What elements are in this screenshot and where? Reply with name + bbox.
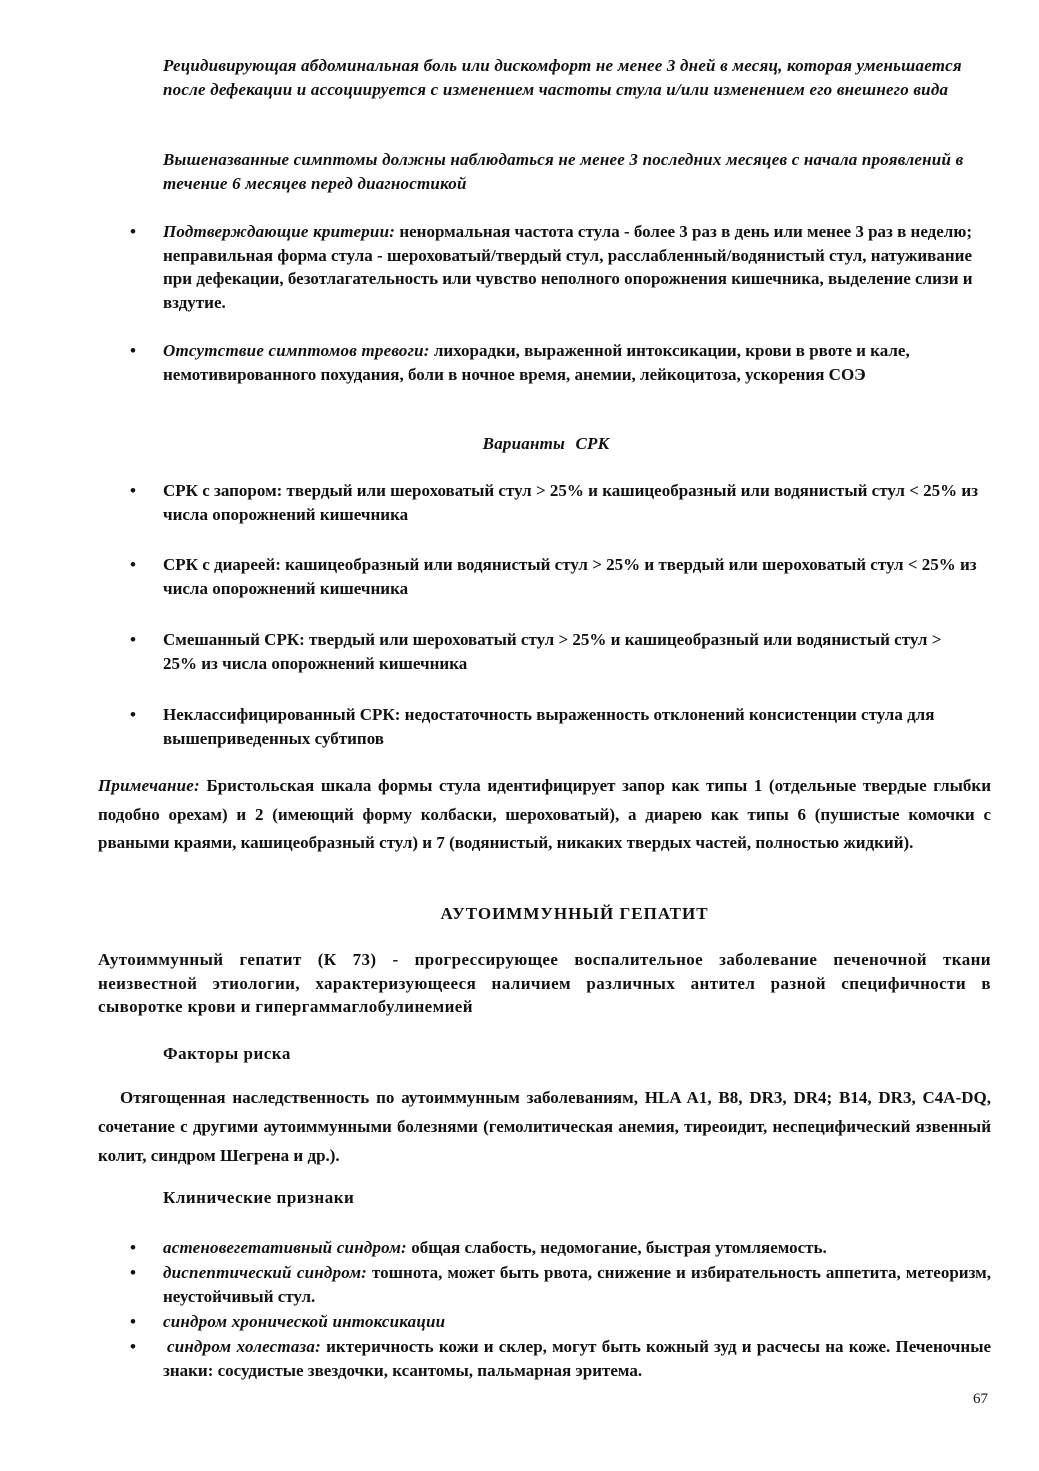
criteria-paragraph-2: Вышеназванные симптомы должны наблюдаться не менее 3 последних месяцев с начала проявлений в течение 6 месяцев перед диагностикой — [163, 150, 964, 193]
bullet-dot: • — [130, 555, 136, 574]
list-item-confirming-criteria — [163, 220, 991, 314]
clinical-item-lead: диспептический синдром: — [163, 1263, 368, 1282]
page-number: 67 — [973, 1391, 988, 1407]
list-item-lead: Отсутствие симптомов тревоги: — [163, 341, 430, 360]
list-item-lead: Подтверждающие критерии: — [163, 222, 396, 241]
bullet-dot: • — [130, 222, 136, 241]
list-item-no-alarm-symptoms — [163, 339, 991, 386]
section-heading: АУТОИММУННЫЙ ГЕПАТИТ — [440, 904, 709, 923]
clinical-item-text: тошнота, может быть рвота, снижение и избирательность аппетита, метеоризм, неустойчивый стул. — [163, 1263, 991, 1306]
variant-unclassified: Неклассифицированный СРК: недостаточность выраженность отклонений консистенции стула для вышеприведенных субтипов — [163, 705, 935, 748]
list-item-text: ненормальная частота стула - более 3 раз в день или менее 3 раз в неделю; неправильная форма стула - шероховатый/твердый стул, расслабленный/водянистый стул, натуживание при дефекации, безотлагательность или чувство неполного опорожнения кишечника, выделение слизи и вздутие. — [163, 222, 973, 312]
bullet-dot: • — [130, 1337, 136, 1356]
bullet-dot: • — [130, 705, 136, 724]
clinical-item-cholestasis — [163, 1335, 991, 1382]
bullet-dot: • — [130, 481, 136, 500]
variant-constipation: СРК с запором: твердый или шероховатый стул > 25% и кашицеобразный или водянистый стул < 25% из числа опорожнений кишечника — [163, 481, 979, 524]
clinical-item-dyspeptic — [163, 1261, 991, 1308]
variant-diarrhea: СРК с диареей: кашицеобразный или водянистый стул > 25% и твердый или шероховатый стул < 25% из числа опорожнений кишечника — [163, 555, 977, 598]
note-paragraph — [98, 772, 991, 858]
bullet-dot: • — [130, 341, 136, 360]
clinical-signs-heading: Клинические признаки — [163, 1188, 355, 1207]
variant-mixed: Смешанный СРК: твердый или шероховатый стул > 25% и кашицеобразный или водянистый стул > 25% из числа опорожнений кишечника — [163, 630, 942, 673]
bullet-dot: • — [130, 630, 136, 649]
note-lead: Примечание: — [98, 776, 200, 795]
clinical-item-text: общая слабость, недомогание, быстрая утомляемость. — [406, 1238, 827, 1257]
risk-factors-heading: Факторы риска — [163, 1044, 291, 1063]
variants-heading: Варианты СРК — [482, 434, 610, 453]
risk-factors-paragraph: Отягощенная наследственность по аутоиммунным заболеваниям, HLA A1, B8, DR3, DR4; B14, DR3, C4A-DQ, сочетание с другими аутоиммунными болезнями (гемолитическая анемия, тиреоидит, неспецифический язвенный колит, синдром Шегрена и др.). — [98, 1088, 991, 1165]
bullet-dot: • — [130, 1263, 136, 1282]
clinical-item-text: иктеричность кожи и склер, могут быть кожный зуд и расчесы на коже. Печеночные знаки: сосудистые звездочки, ксантомы, пальмарная эритема. — [163, 1337, 992, 1380]
list-item-text: лихорадки, выраженной интоксикации, крови в рвоте и кале, немотивированного похудания, боли в ночное время, анемии, лейкоцитоза, ускорения СОЭ — [163, 341, 910, 384]
clinical-item-intoxication: синдром хронической интоксикации — [163, 1312, 446, 1331]
clinical-item-lead: астеновегетативный синдром: — [163, 1238, 407, 1257]
note-text: Бристольская шкала формы стула идентифицирует запор как типы 1 (отдельные твердые глыбки подобно орехам) и 2 (имеющий форму колбаски, шероховатый), а диарею как типы 6 (пушистые комочки с рваными краями, кашицеобразный стул) и 7 (водянистый, никаких твердых частей, полностью жидкий). — [98, 776, 991, 852]
clinical-item-asthenic — [163, 1236, 991, 1260]
definition-paragraph: Аутоиммунный гепатит (К 73) - прогрессирующее воспалительное заболевание печеночной ткани неизвестной этиологии, характеризующееся наличием различных антител разной специфичности в сыворотке крови и гипергаммаглобулинемией — [98, 950, 991, 1016]
bullet-dot: • — [130, 1238, 136, 1257]
bullet-dot: • — [130, 1312, 136, 1331]
criteria-paragraph-1: Рецидивирующая абдоминальная боль или дискомфорт не менее 3 дней в месяц, которая уменьшается после дефекации и ассоциируется с изменением частоты стула и/или изменением его внешнего вида — [163, 56, 962, 99]
clinical-item-lead: синдром холестаза: — [167, 1337, 321, 1356]
